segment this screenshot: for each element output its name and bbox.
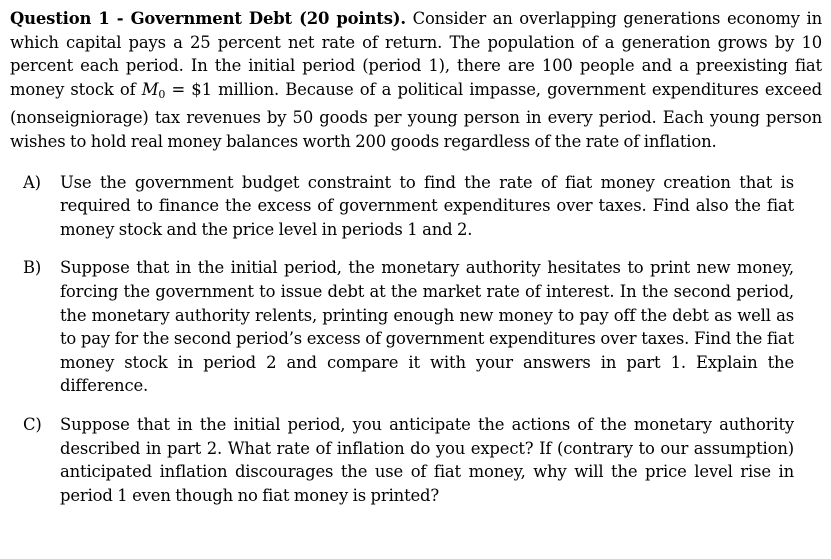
part-b	[10, 256, 822, 398]
intro-text-part1: Consider an overlapping generations economy in which capital pays a 25 percent net rate of return. The population of a generation grows by 10 percent each period. In the initial period (period 1), there are 100 people and a preexisting fiat money stock of	[10, 9, 822, 99]
question-parts-list	[10, 171, 822, 508]
question-title: Question 1 - Government Debt (20 points).	[10, 9, 406, 28]
money-stock-subscript: 0	[158, 87, 166, 101]
intro-text-part2: = $1 million. Because of a political impasse, government expenditures exceed (nonseigniorage) tax revenues by 50 goods per young person in every period. Each young person wishes to hold real money balances worth 200 goods regardless of the rate of inflation.	[10, 79, 822, 151]
part-c-text: Suppose that in the initial period, you anticipate the actions of the monetary authority described in part 2. What rate of inflation do you expect? If (contrary to our assumption) anticipated inflation discourages the use of fiat money, why will the price level rise in period 1 even though no fiat money is printed?	[60, 414, 794, 505]
question-document	[10, 7, 822, 507]
part-a	[10, 171, 822, 242]
part-b-text: Suppose that in the initial period, the monetary authority hesitates to print new money, forcing the government to issue debt at the market rate of interest. In the second period, the monetary authority relents, printing enough new money to pay off the debt as well as to pay for the second period’s excess of government expenditures over taxes. Find the fiat money stock in period 2 and compare it with your answers in part 1. Explain the difference.	[60, 258, 794, 396]
part-a-label: A)	[23, 172, 41, 192]
part-a-text: Use the government budget constraint to find the rate of fiat money creation that is required to finance the excess of government expenditures over taxes. Find also the fiat money stock and the price level in periods 1 and 2.	[60, 172, 794, 239]
part-b-label: B)	[23, 258, 42, 278]
money-stock-symbol: M	[141, 79, 159, 99]
part-c	[10, 413, 822, 507]
question-intro	[10, 7, 822, 154]
part-c-label: C)	[23, 414, 42, 434]
